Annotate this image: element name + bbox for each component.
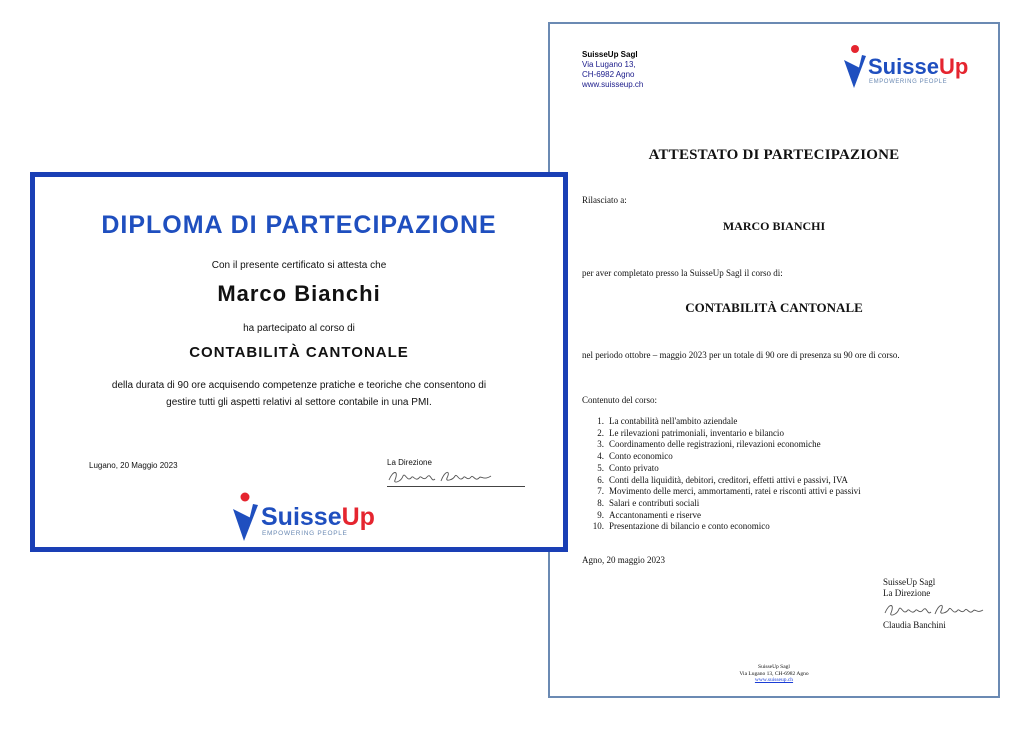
address-web: www.suisseup.ch: [582, 80, 644, 89]
diploma-certificate: [30, 172, 568, 552]
list-item: 2. Le rilevazioni patrimoniali, inventario e bilancio: [597, 427, 784, 438]
list-item: 1. La contabilità nell'ambito aziendale: [597, 416, 738, 426]
signature-line: [387, 486, 525, 487]
recipient-name: MARCO BIANCHI: [722, 219, 826, 233]
handwritten-signature: [387, 469, 497, 485]
svg-text:SuisseUp: [261, 503, 375, 531]
attestato-title: ATTESTATO DI PARTECIPAZIONE: [648, 147, 900, 163]
sign-name: Claudia Banchini: [883, 620, 946, 630]
footer-address: Via Lugano 13, CH-6982 Agno: [739, 670, 809, 677]
course-title: CONTABILITÀ CANTONALE: [685, 300, 863, 315]
list-item: 10. Presentazione di bilancio e conto economico: [592, 521, 770, 532]
suisseup-logo: [231, 491, 375, 543]
course-contents-list: [588, 416, 861, 533]
logo-text-up: Up: [938, 54, 969, 79]
list-item: 3. Coordinamento delle registrazioni, rilevazioni economiche: [597, 439, 821, 450]
attestato-document: [548, 22, 1000, 698]
diploma-signature-block: [387, 458, 527, 487]
address-city: CH-6982 Agno: [582, 70, 635, 79]
diploma-description: della durata di 90 ore acquisendo competenze pratiche e teoriche che consentono di gestire tutti gli aspetti relativi al settore contabile in una PMI.: [111, 380, 487, 408]
logo-dot: [851, 45, 859, 53]
diploma-title: DIPLOMA DI PARTECIPAZIONE: [101, 211, 497, 239]
list-item: 8. Salari e contributi sociali: [597, 497, 700, 508]
diploma-sign-label: La Direzione: [387, 458, 432, 467]
list-item: 7. Movimento delle merci, ammortamenti, ratei e risconti attivi e passivi: [597, 486, 861, 497]
address-street: Via Lugano 13,: [582, 60, 636, 69]
diploma-intro: Con il presente certificato si attesta che: [211, 260, 387, 271]
attestato-signature-block: [883, 577, 987, 631]
completed-text: per aver completato presso la SuisseUp Sagl il corso di:: [582, 268, 783, 278]
diploma-date: Lugano, 20 Maggio 2023: [89, 461, 178, 470]
handwritten-signature: [883, 601, 987, 619]
logo-text-suisse: Suisse: [868, 54, 939, 79]
attestato-footer: [550, 664, 998, 684]
sign-company: SuisseUp Sagl: [883, 577, 936, 587]
list-item: 6. Conti della liquidità, debitori, creditori, effetti attivi e passivi, IVA: [597, 474, 848, 485]
footer-company: SuisseUp Sagl: [758, 664, 790, 670]
sign-direction: La Direzione: [883, 588, 931, 598]
logo-tagline: EMPOWERING PEOPLE: [262, 530, 348, 537]
address-company: SuisseUp Sagl: [582, 50, 638, 59]
footer-web-link[interactable]: www.suisseup.ch: [754, 677, 794, 683]
list-item: 5. Conto privato: [597, 462, 659, 473]
svg-text:SuisseUp: [868, 54, 968, 79]
period-text: nel periodo ottobre – maggio 2023 per un totale di 90 ore di presenza su 90 ore di corso.: [582, 350, 900, 360]
diploma-recipient-name: Marco Bianchi: [217, 281, 381, 306]
suisseup-logo: [842, 44, 969, 90]
logo-tagline: EMPOWERING PEOPLE: [869, 79, 948, 85]
logo-text-suisse: Suisse: [261, 503, 342, 531]
company-address: [582, 50, 643, 90]
contents-label: Contenuto del corso:: [582, 395, 657, 405]
issued-to-label: Rilasciato a:: [582, 195, 627, 205]
logo-text-up: Up: [341, 503, 375, 531]
diploma-course: CONTABILITÀ CANTONALE: [189, 344, 409, 361]
diploma-attended: ha partecipato al corso di: [243, 323, 355, 334]
list-item: 4. Conto economico: [597, 451, 673, 462]
attestato-date: Agno, 20 maggio 2023: [582, 555, 665, 565]
logo-dot: [241, 493, 250, 502]
list-item: 9. Accantonamenti e riserve: [597, 509, 701, 520]
